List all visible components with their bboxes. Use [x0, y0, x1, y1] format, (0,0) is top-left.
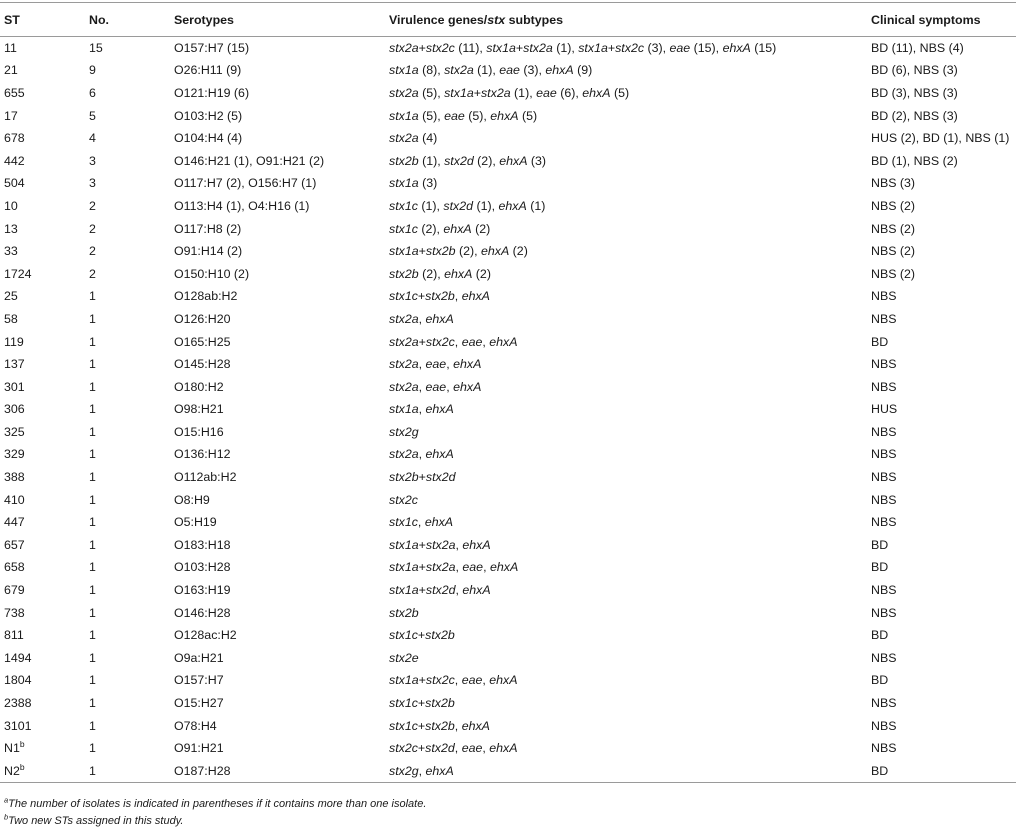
- cell-serotypes: O26:H11 (9): [174, 63, 242, 78]
- table-row: [0, 82, 1016, 105]
- cell-no: 3: [89, 153, 96, 168]
- header-virulence-part2: subtypes: [505, 12, 564, 27]
- cell-virulence: stx2g, ehxA: [385, 760, 867, 783]
- cell-no: 4: [89, 131, 96, 146]
- st-value: 811: [4, 628, 24, 643]
- cell-st: [0, 353, 85, 376]
- cell-st: [0, 466, 85, 489]
- table-row: [0, 217, 1016, 240]
- table-row: [0, 308, 1016, 331]
- cell-no: 1: [89, 289, 96, 304]
- table-row: [0, 737, 1016, 760]
- header-st: ST: [0, 3, 85, 37]
- footnote-mark: a: [4, 795, 9, 805]
- header-virulence-part1: Virulence genes/: [389, 12, 488, 27]
- table-row: [0, 669, 1016, 692]
- cell-serotypes: O180:H2: [174, 379, 224, 394]
- footnote-text: The number of isolates is indicated in parentheses if it contains more than one isolate.: [8, 798, 427, 810]
- cell-virulence: stx2a, eae, ehxA: [389, 379, 482, 394]
- cell-no: 1: [89, 311, 96, 326]
- cell-st: [0, 714, 85, 737]
- cell-clinical: BD: [871, 334, 889, 349]
- cell-clinical: NBS: [871, 718, 897, 733]
- cell-st: [0, 624, 85, 647]
- table-row: [0, 59, 1016, 82]
- footnote-a: [4, 796, 426, 813]
- cell-serotypes: O128ac:H2: [174, 628, 237, 643]
- cell-virulence: stx1a+stx2d, ehxA: [389, 583, 491, 598]
- cell-no: 1: [89, 424, 96, 439]
- cell-st: [0, 579, 85, 602]
- st-footnote-mark: b: [19, 761, 25, 772]
- cell-clinical: NBS (2): [871, 244, 916, 259]
- st-value: 58: [4, 311, 18, 326]
- st-value: 679: [4, 583, 25, 598]
- table-row: [0, 149, 1016, 172]
- table-row: [0, 511, 1016, 534]
- cell-no: 1: [89, 650, 96, 665]
- footnote-text: Two new STs assigned in this study.: [8, 815, 184, 827]
- cell-st: [0, 149, 85, 172]
- st-value: 442: [4, 153, 25, 168]
- st-value: 1494: [4, 650, 32, 665]
- footnotes: [4, 796, 426, 830]
- st-value: 657: [4, 537, 25, 552]
- cell-serotypes: O91:H14 (2): [174, 244, 243, 259]
- cell-serotypes: O126:H20: [174, 311, 231, 326]
- cell-serotypes: O128ab:H2: [174, 289, 238, 304]
- cell-st: [0, 669, 85, 692]
- cell-clinical: BD: [871, 560, 889, 575]
- cell-virulence: stx1a, ehxA: [389, 402, 454, 417]
- cell-serotypes: O5:H19: [174, 515, 217, 530]
- table-row: [0, 195, 1016, 218]
- st-value: 325: [4, 424, 25, 439]
- cell-no: 1: [89, 515, 96, 530]
- st-value: 447: [4, 515, 25, 530]
- cell-clinical: NBS: [871, 424, 897, 439]
- cell-serotypes: O91:H21: [174, 741, 224, 756]
- st-value: 137: [4, 357, 25, 372]
- cell-serotypes: O8:H9: [174, 492, 210, 507]
- st-value: 10: [4, 198, 18, 213]
- st-value: 3101: [4, 718, 32, 733]
- cell-virulence: stx2b+stx2d: [389, 470, 456, 485]
- cell-virulence: stx2g: [389, 424, 419, 439]
- cell-no: 2: [89, 244, 96, 259]
- cell-virulence: stx1c+stx2b: [389, 696, 455, 711]
- header-row: [0, 3, 1016, 37]
- cell-virulence: stx1a (5), eae (5), ehxA (5): [389, 108, 538, 123]
- st-value: 410: [4, 492, 25, 507]
- st-value: 11: [4, 41, 17, 56]
- cell-virulence: stx2a, ehxA: [389, 311, 454, 326]
- table-row: [0, 285, 1016, 308]
- cell-no: 1: [89, 628, 96, 643]
- table-row: [0, 624, 1016, 647]
- cell-st: [0, 421, 85, 444]
- table-row: [0, 760, 1016, 783]
- table-row: [0, 579, 1016, 602]
- cell-clinical: NBS: [871, 492, 897, 507]
- cell-serotypes: O163:H19: [174, 583, 231, 598]
- cell-st: [0, 443, 85, 466]
- cell-serotypes: O113:H4 (1), O4:H16 (1): [174, 198, 310, 213]
- cell-serotypes: O103:H2 (5): [174, 108, 243, 123]
- cell-clinical: NBS: [871, 311, 897, 326]
- cell-virulence: stx1a+stx2c, eae, ehxA: [389, 673, 518, 688]
- cell-no: 1: [89, 605, 96, 620]
- st-value: N2: [4, 763, 20, 778]
- cell-serotypes: O98:H21: [174, 402, 224, 417]
- cell-st: [0, 330, 85, 353]
- cell-st: [0, 195, 85, 218]
- st-value: 119: [4, 334, 24, 349]
- table-row: [0, 421, 1016, 444]
- cell-st: [0, 511, 85, 534]
- cell-virulence: stx2a+stx2c, eae, ehxA: [389, 334, 518, 349]
- cell-serotypes: O145:H28: [174, 357, 231, 372]
- cell-clinical: NBS: [871, 650, 897, 665]
- cell-serotypes: O146:H21 (1), O91:H21 (2): [174, 153, 325, 168]
- table-row: [0, 488, 1016, 511]
- cell-clinical: NBS: [871, 470, 897, 485]
- st-table: [0, 2, 1016, 783]
- cell-st: [0, 556, 85, 579]
- cell-clinical: NBS: [871, 379, 897, 394]
- cell-no: 1: [89, 402, 96, 417]
- st-value: 306: [4, 402, 25, 417]
- cell-no: 1: [89, 357, 96, 372]
- cell-virulence: stx1a (8), stx2a (1), eae (3), ehxA (9): [389, 63, 593, 78]
- cell-st: [0, 534, 85, 557]
- cell-serotypes: O104:H4 (4): [174, 131, 243, 146]
- cell-st: [0, 127, 85, 150]
- cell-no: 1: [89, 537, 96, 552]
- cell-st: [0, 285, 85, 308]
- cell-serotypes: O9a:H21: [174, 650, 224, 665]
- st-value: 21: [4, 63, 18, 78]
- cell-serotypes: O136:H12: [174, 447, 231, 462]
- footnote-b: [4, 813, 426, 830]
- cell-st: [0, 217, 85, 240]
- cell-clinical: BD (1), NBS (2): [871, 153, 958, 168]
- st-value: 658: [4, 560, 25, 575]
- table-row: [0, 37, 1016, 60]
- cell-virulence: stx1c+stx2b: [389, 628, 455, 643]
- cell-st: [0, 82, 85, 105]
- table-row: [0, 375, 1016, 398]
- table-row: [0, 601, 1016, 624]
- header-clinical: Clinical symptoms: [867, 3, 1016, 37]
- st-value: 301: [4, 379, 25, 394]
- cell-st: [0, 59, 85, 82]
- cell-clinical: BD: [871, 673, 889, 688]
- table-row: [0, 714, 1016, 737]
- st-value: 33: [4, 244, 18, 259]
- header-serotypes: Serotypes: [170, 3, 385, 37]
- cell-st: [0, 601, 85, 624]
- table-row: [0, 262, 1016, 285]
- cell-no: 1: [89, 583, 96, 598]
- cell-clinical: HUS (2), BD (1), NBS (1): [871, 131, 1010, 146]
- cell-clinical: NBS: [871, 696, 897, 711]
- cell-st: [0, 398, 85, 421]
- cell-clinical: NBS: [871, 605, 897, 620]
- cell-serotypes: O183:H18: [174, 537, 231, 552]
- cell-no: 1: [85, 760, 170, 783]
- cell-st: [0, 488, 85, 511]
- cell-clinical: BD: [867, 760, 1016, 783]
- cell-st: [0, 172, 85, 195]
- cell-clinical: NBS: [871, 289, 897, 304]
- cell-st: [0, 647, 85, 670]
- cell-no: 3: [89, 176, 96, 191]
- table-row: [0, 172, 1016, 195]
- table-row: [0, 443, 1016, 466]
- st-value: 738: [4, 605, 25, 620]
- cell-no: 1: [89, 492, 96, 507]
- cell-virulence: stx2a+stx2c (11), stx1a+stx2a (1), stx1a+stx2c (3), eae (15), ehxA (15): [389, 41, 777, 56]
- cell-virulence: stx1a+stx2a, eae, ehxA: [389, 560, 519, 575]
- table-row: [0, 692, 1016, 715]
- cell-no: 2: [89, 266, 96, 281]
- cell-virulence: stx1c, ehxA: [389, 515, 454, 530]
- cell-no: 1: [89, 470, 96, 485]
- cell-serotypes: O117:H8 (2): [174, 221, 242, 236]
- cell-serotypes: O15:H27: [174, 696, 224, 711]
- cell-clinical: HUS: [871, 402, 898, 417]
- st-value: 329: [4, 447, 25, 462]
- st-value: 678: [4, 131, 25, 146]
- footnote-mark: b: [4, 812, 9, 822]
- cell-serotypes: O112ab:H2: [174, 470, 237, 485]
- cell-virulence: stx2a (4): [389, 131, 438, 146]
- cell-no: 1: [89, 334, 96, 349]
- cell-virulence: stx1a+stx2b (2), ehxA (2): [389, 244, 528, 259]
- cell-clinical: BD: [871, 537, 889, 552]
- cell-serotypes: O157:H7 (15): [174, 41, 250, 56]
- cell-st: [0, 737, 85, 760]
- table-row: [0, 534, 1016, 557]
- cell-no: 1: [89, 673, 96, 688]
- cell-no: 1: [89, 718, 96, 733]
- cell-serotypes: O117:H7 (2), O156:H7 (1): [174, 176, 317, 191]
- table-row: [0, 330, 1016, 353]
- table-row: [0, 104, 1016, 127]
- cell-clinical: NBS: [871, 583, 897, 598]
- cell-clinical: NBS (2): [871, 198, 916, 213]
- cell-clinical: NBS (2): [871, 221, 916, 236]
- header-virulence-stx: stx: [487, 12, 506, 27]
- cell-virulence: stx2b (2), ehxA (2): [389, 266, 491, 281]
- cell-virulence: stx2e: [389, 650, 419, 665]
- cell-no: 15: [89, 41, 103, 56]
- table-row: [0, 353, 1016, 376]
- st-value: 2388: [4, 696, 32, 711]
- cell-virulence: stx2c: [389, 492, 418, 507]
- table-row: [0, 556, 1016, 579]
- cell-clinical: BD: [871, 628, 889, 643]
- cell-clinical: BD (6), NBS (3): [871, 63, 958, 78]
- cell-virulence: stx1c (1), stx2d (1), ehxA (1): [389, 198, 546, 213]
- cell-no: 5: [89, 108, 96, 123]
- cell-serotypes: O157:H7: [174, 673, 224, 688]
- st-value: 25: [4, 289, 18, 304]
- st-value: 17: [4, 108, 18, 123]
- cell-serotypes: O165:H25: [174, 334, 231, 349]
- cell-virulence: stx1a (3): [389, 176, 438, 191]
- cell-no: 9: [89, 63, 96, 78]
- st-value: 1724: [4, 266, 32, 281]
- cell-serotypes: O150:H10 (2): [174, 266, 250, 281]
- table-row: [0, 466, 1016, 489]
- st-value: 1804: [4, 673, 32, 688]
- cell-serotypes: O103:H28: [174, 560, 231, 575]
- cell-virulence: stx2b (1), stx2d (2), ehxA (3): [389, 153, 547, 168]
- st-value: 388: [4, 470, 25, 485]
- cell-clinical: NBS: [871, 515, 897, 530]
- st-value: N1: [4, 741, 20, 756]
- cell-virulence: stx1c+stx2b, ehxA: [389, 718, 490, 733]
- cell-no: 6: [89, 85, 96, 100]
- cell-st: [0, 104, 85, 127]
- cell-clinical: BD (2), NBS (3): [871, 108, 958, 123]
- cell-st: [0, 308, 85, 331]
- table-row: [0, 647, 1016, 670]
- table-body: [0, 37, 1016, 783]
- table-row: [0, 398, 1016, 421]
- header-virulence: [385, 3, 867, 37]
- header-no: No.: [85, 3, 170, 37]
- cell-clinical: NBS: [871, 357, 897, 372]
- cell-virulence: stx1c+stx2b, ehxA: [389, 289, 490, 304]
- cell-st: [0, 240, 85, 263]
- cell-no: 1: [89, 741, 96, 756]
- cell-no: 1: [89, 447, 96, 462]
- cell-clinical: BD (11), NBS (4): [871, 41, 964, 56]
- cell-virulence: stx2a, eae, ehxA: [389, 357, 482, 372]
- cell-clinical: NBS (3): [871, 176, 916, 191]
- cell-st: [0, 375, 85, 398]
- cell-virulence: stx1c (2), ehxA (2): [389, 221, 491, 236]
- cell-st: [0, 760, 85, 783]
- cell-st: [0, 262, 85, 285]
- cell-no: 2: [89, 198, 96, 213]
- cell-serotypes: O15:H16: [174, 424, 224, 439]
- st-footnote-mark: b: [19, 739, 25, 750]
- cell-serotypes: O78:H4: [174, 718, 217, 733]
- cell-serotypes: O146:H28: [174, 605, 231, 620]
- cell-virulence: stx2c+stx2d, eae, ehxA: [389, 741, 518, 756]
- st-value: 655: [4, 85, 25, 100]
- st-value: 13: [4, 221, 18, 236]
- cell-virulence: stx2b: [389, 605, 419, 620]
- st-value: 504: [4, 176, 25, 191]
- cell-st: [0, 692, 85, 715]
- cell-virulence: stx1a+stx2a, ehxA: [389, 537, 491, 552]
- cell-no: 1: [89, 560, 96, 575]
- cell-clinical: NBS: [871, 741, 897, 756]
- table-row: [0, 127, 1016, 150]
- cell-serotypes: O187:H28: [170, 760, 385, 783]
- cell-no: 1: [89, 696, 96, 711]
- cell-st: [0, 37, 85, 60]
- cell-clinical: NBS (2): [871, 266, 916, 281]
- cell-no: 2: [89, 221, 96, 236]
- cell-clinical: BD (3), NBS (3): [871, 85, 958, 100]
- cell-clinical: NBS: [871, 447, 897, 462]
- cell-virulence: stx2a (5), stx1a+stx2a (1), eae (6), ehxA (5): [389, 85, 630, 100]
- cell-no: 1: [89, 379, 96, 394]
- cell-serotypes: O121:H19 (6): [174, 85, 250, 100]
- table-row: [0, 240, 1016, 263]
- cell-virulence: stx2a, ehxA: [389, 447, 454, 462]
